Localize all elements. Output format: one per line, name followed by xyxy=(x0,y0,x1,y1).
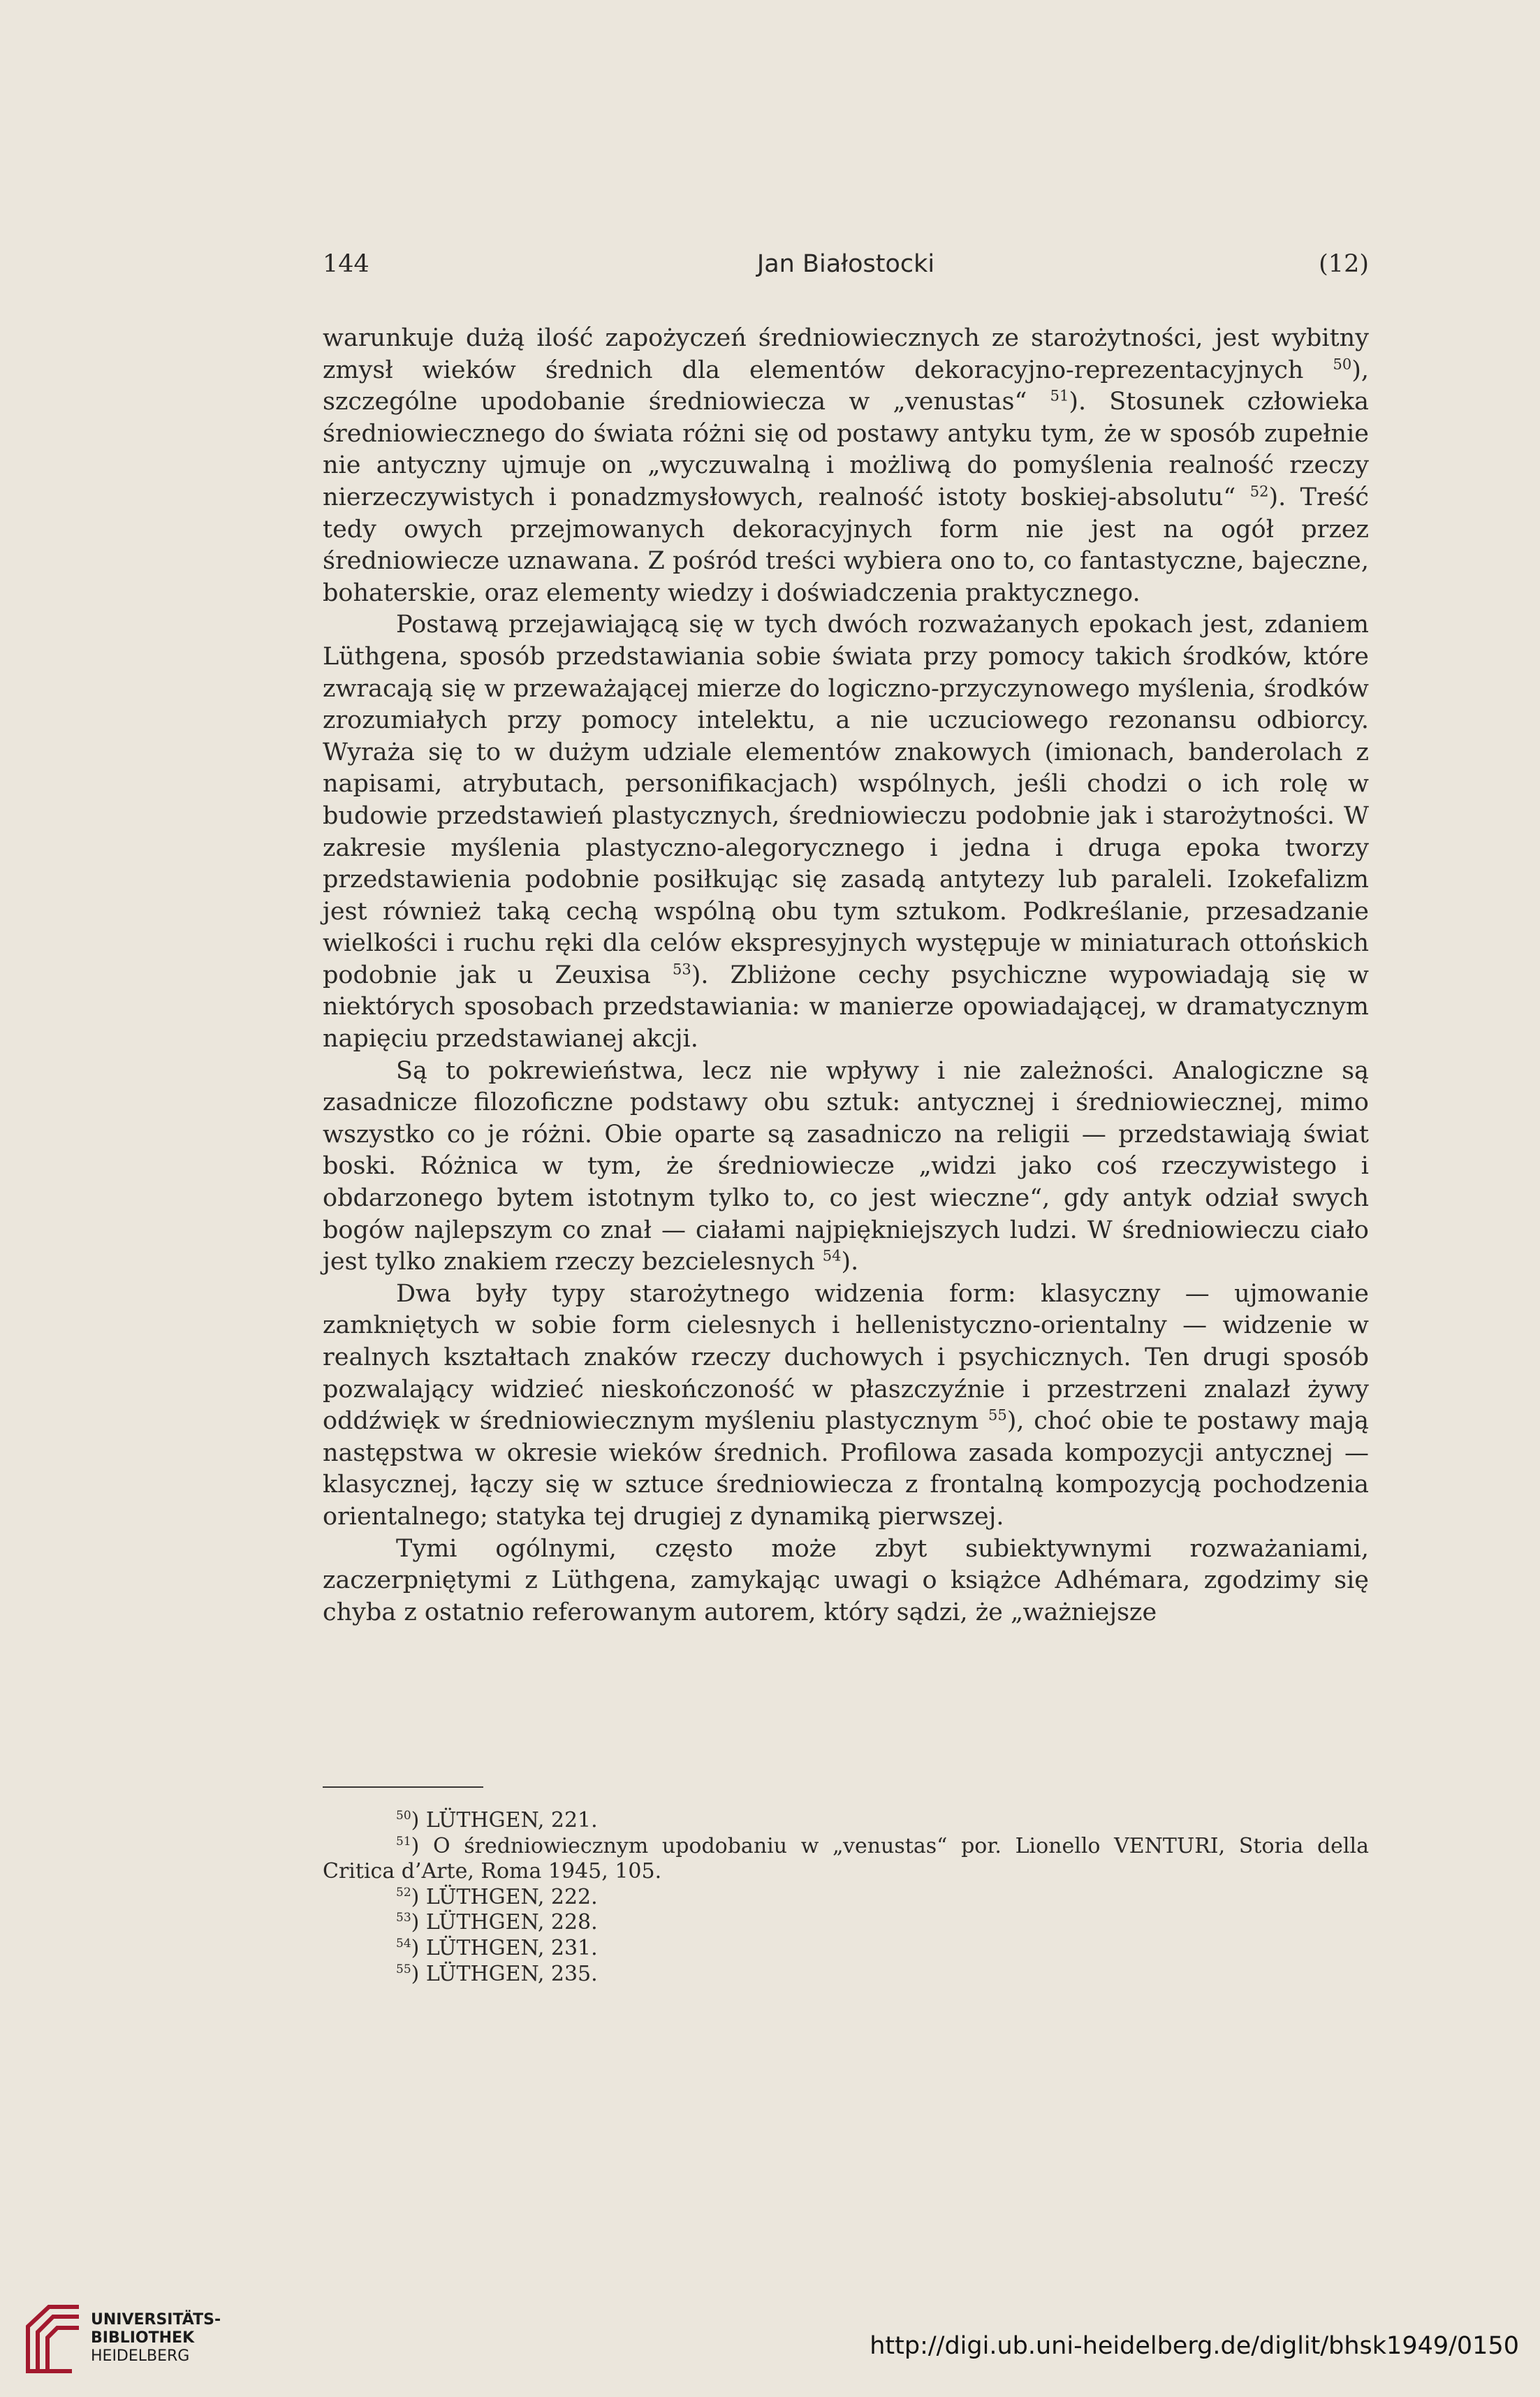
library-emblem-icon xyxy=(21,2298,84,2375)
paragraph-text: warunkuje dużą ilość zapożyczeń średniowiecznych ze starożytności, jest wybitny zmysł wieków średnich dla elementów dekoracyjno-reprezentacyjnych xyxy=(323,324,1369,384)
library-name xyxy=(91,2311,221,2366)
footnote xyxy=(323,1834,1369,1885)
footnote-ref[interactable]: 51 xyxy=(1050,387,1069,405)
running-title-author: Jan Białostocki xyxy=(756,250,935,278)
paragraph-text: ). Treść tedy owych przejmowanych dekoracyjnych form nie jest na ogół przez średniowiecze uznawana. Z pośród treści wybiera ono to, co fantastyczne, bajeczne, bohaterskie, oraz elementy wiedzy i doświadczenia praktycznego. xyxy=(323,483,1370,607)
footnote-ref[interactable]: 55 xyxy=(988,1406,1007,1424)
footnote-ref[interactable]: 54 xyxy=(822,1247,842,1265)
paragraph-text: ). Stosunek człowieka średniowiecznego do świata różni się od postawy antyku tym, że w sposób zupełnie nie antyczny ujmuje on „wyczuwalną i możliwą do pomyślenia realność rzeczy nierzeczywistych i ponadzmysłowych, realność istoty boskiej-absolutu“ xyxy=(323,388,1370,511)
footnote xyxy=(323,1808,1369,1834)
paragraph xyxy=(323,1533,1369,1629)
paragraph-text: Są to pokrewieństwa, lecz nie wpływy i nie zależności. Analogiczne są zasadnicze filozoficzne podstawy obu sztuk: antycznej i średniowiecznej, mimo wszystko co je różni. Obie oparte są zasadniczo na religii — przedstawiają świat boski. Różnica w tym, że średniowiecze „widzi jako coś rzeczywistego i obdarzonego bytem istotnym tylko to, co jest wieczne“, gdy antyk odział swych bogów najlepszym co znał — ciałami najpiękniejszych ludzi. W średniowieczu ciało jest tylko znakiem rzeczy bezcielesnych xyxy=(323,1056,1369,1276)
paragraph-text: ). xyxy=(841,1248,859,1276)
footnote xyxy=(323,1885,1369,1911)
footnote xyxy=(323,1962,1369,1988)
footnote-ref[interactable]: 53 xyxy=(672,961,691,978)
paragraph-text: Dwa były typy starożytnego widzenia form: klasyczny — ujmowanie zamkniętych w sobie form cielesnych i hellenistyczno-orientalny — widzenie w realnych kształtach znaków rzeczy duchowych i psychicznych. Ten drugi sposób pozwalający widzieć nieskończoność w płaszczyźnie i przestrzeni znalazł żywy oddźwięk w średniowiecznym myśleniu plastycznym xyxy=(323,1279,1369,1436)
page-number: 144 xyxy=(323,250,369,278)
library-name-line2: BIBLIOTHEK xyxy=(91,2329,195,2347)
footnote-number: 50 xyxy=(396,1809,411,1823)
footnote-text: ) LÜTHGEN, 228. xyxy=(411,1910,598,1935)
footnote xyxy=(323,1936,1369,1962)
footnote-number: 52 xyxy=(396,1885,411,1900)
paragraph xyxy=(323,1278,1369,1533)
paragraph-text: ). Zbliżone cechy psychiczne wypowiadają się w niektórych sposobach przedstawiania: w manierze opowiadającej, w dramatycznym napięciu przedstawianej akcji. xyxy=(323,961,1369,1054)
running-header xyxy=(323,250,1369,285)
section-number: (12) xyxy=(1319,250,1369,278)
footnote-text: ) LÜTHGEN, 221. xyxy=(411,1808,598,1833)
footnotes xyxy=(323,1808,1369,1987)
paragraph-text: ), choć obie te postawy mają następstwa w okresie wieków średnich. Profilowa zasada kompozycji antycznej — klasycznej, łączy się w sztuce średniowiecza z frontalną kompozycją pochodzenia orientalnego; statyka tej drugiej z dynamiką pierwszej. xyxy=(323,1407,1369,1531)
footnote-number: 54 xyxy=(396,1936,411,1951)
footnote-text: ) LÜTHGEN, 222. xyxy=(411,1884,598,1909)
footnote-divider xyxy=(323,1786,483,1788)
footnote-text: ) LÜTHGEN, 231. xyxy=(411,1935,598,1960)
footnote xyxy=(323,1910,1369,1936)
library-name-line1: UNIVERSITÄTS- xyxy=(91,2311,221,2329)
paragraph-text: Tymi ogólnymi, często może zbyt subiektywnymi rozważaniami, zaczerpniętymi z Lüthgena, zamykając uwagi o książce Adhémara, zgodzimy się chyba z ostatnio referowanym autorem, który sądzi, że „ważniejsze xyxy=(323,1534,1369,1626)
footnote-number: 53 xyxy=(396,1911,411,1925)
paragraph xyxy=(323,609,1369,1055)
footnote-ref[interactable]: 52 xyxy=(1249,483,1269,500)
footnote-text: ) LÜTHGEN, 235. xyxy=(411,1961,598,1986)
paragraph xyxy=(323,1056,1369,1278)
main-text xyxy=(323,323,1369,1629)
footnote-number: 55 xyxy=(396,1962,411,1976)
library-logo[interactable] xyxy=(21,2298,272,2375)
source-url-link[interactable]: http://digi.ub.uni-heidelberg.de/diglit/bhsk1949/0150 xyxy=(870,2332,1519,2360)
paragraph xyxy=(323,323,1369,609)
footnote-ref[interactable]: 50 xyxy=(1333,355,1352,372)
paragraph-text: Postawą przejawiającą się w tych dwóch rozważanych epokach jest, zdaniem Lüthgena, sposób przedstawiania sobie świata przy pomocy takich środków, które zwracają się w przeważającej mierze do logiczno-przyczynowego myślenia, środków zrozumiałych przy pomocy intelektu, a nie uczuciowego rezonansu odbiorcy. Wyraża się to w dużym udziale elementów znakowych (imionach, banderolach z napisami, atrybutach, personifikacjach) wspólnych, jeśli chodzi o ich rolę w budowie przedstawień plastycznych, średniowieczu podobnie jak i starożytności. W zakresie myślenia plastyczno-alegorycznego i jedna i druga epoka tworzy przedstawienia podobnie posiłkując się zasadą antytezy lub paraleli. Izokefalizm jest również taką cechą wspólną obu tym sztukom. Podkreślanie, przesadzanie wielkości i ruchu ręki dla celów ekspresyjnych występuje w miniaturach ottońskich podobnie jak u Zeuxisa xyxy=(323,611,1369,989)
library-name-line3: HEIDELBERG xyxy=(91,2347,190,2365)
footnote-number: 51 xyxy=(396,1834,411,1849)
paragraph-text: ), szczególne upodobanie średniowiecza w „venustas“ xyxy=(323,356,1369,416)
footnote-text: ) O średniowiecznym upodobaniu w „venustas“ por. Lionello VENTURI, Storia della Critica d’Arte, Roma 1945, 105. xyxy=(323,1833,1369,1884)
